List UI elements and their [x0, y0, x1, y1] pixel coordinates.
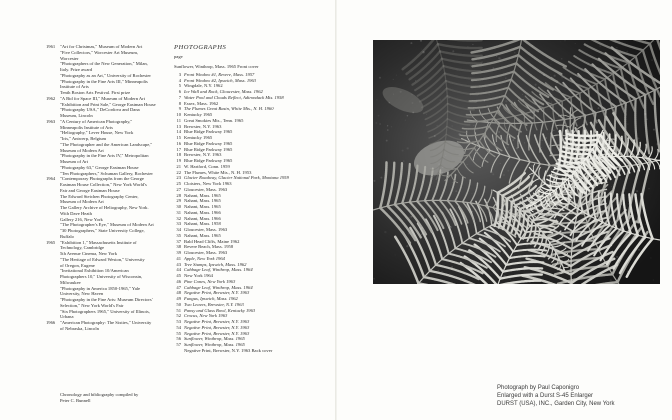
chronology-line: The Gallery Archive of Heliography, New York. — [60, 205, 149, 210]
photo-page-number: 32 — [176, 215, 181, 221]
photo-page-number: 18 — [176, 152, 181, 158]
photo-title: Pansy and Glass Bowl, Kentucky 1963 — [184, 307, 256, 313]
chronology-line: Museum of Modern Art — [60, 199, 104, 205]
photo-page-number: 53 — [176, 319, 181, 324]
chronology-line: Photographers 10," University of Wisconsin, — [60, 274, 143, 279]
photo-title: Brewster, N.Y. 1963 — [184, 123, 222, 129]
photo-page-number: 28 — [176, 192, 181, 198]
chronology-column — [46, 44, 164, 332]
photo-title: Nahant, Mass. 1958 — [184, 221, 221, 227]
page-gutter — [335, 0, 337, 420]
photo-page-number: 39 — [176, 250, 181, 255]
photo-page-number: 9 — [178, 106, 181, 112]
photo-title: Tree Stumps, Ipswich, Mass. 1962 — [184, 261, 247, 267]
photo-title: Nahant, Mass. 1965 — [184, 198, 221, 204]
photo-title: Blue Ridge Parkway 1965 — [184, 146, 233, 152]
chronology-line: "Photography in America 1850-1965," Yale — [60, 285, 141, 291]
photo-title: Nahant, Mass. 1966 — [184, 215, 221, 221]
photo-page-number: 6 — [178, 89, 181, 94]
chronology-line: Tenth Boston Arts Festival. First prize — [60, 90, 131, 95]
chronology-line: Museum, Lincoln — [60, 113, 93, 118]
chronology-year: 1963 — [46, 118, 56, 124]
photo-title: Negative Print, Brewster, N.Y. 1963 — [184, 330, 250, 336]
photo-page-number: 21 — [176, 163, 181, 169]
photo-page-number: 33 — [176, 221, 181, 227]
chronology-year: 1965 — [46, 239, 56, 245]
chronology-line: "Photography in the Fine Arts III," Minneapolis — [60, 78, 148, 84]
photo-page-number: 15 — [176, 135, 181, 140]
photo-title: Glacier Roadway, Glacier National Park, Montana 1959 — [184, 175, 289, 181]
photo-page-number: 25 — [176, 181, 181, 186]
chronology-line: of Nebraska, Lincoln — [60, 325, 99, 331]
chronology-line: "Five Collectors," Worcester Art Museum, — [60, 49, 139, 55]
photo-page-number: 55 — [176, 330, 181, 336]
photo-title: Cabbage Leaf, Winthrop, Mass. 1964 — [184, 267, 253, 273]
photo-page-number: 43 — [176, 261, 181, 267]
photo-title: Kentucky 1965 — [184, 112, 213, 117]
photo-title: New York 1964 — [184, 273, 213, 278]
photo-title: Cloisters, New York 1963 — [184, 181, 232, 186]
chronology-line: The Edward Steichen Photography Center, — [60, 193, 139, 199]
photo-title: Crocus, New York 1963 — [184, 313, 228, 319]
chronology-credits — [60, 392, 138, 404]
photo-title: Pine Cones, New York 1963 — [184, 278, 236, 284]
chronology-line: Urbana — [60, 314, 74, 320]
photo-page-number: 37 — [176, 238, 181, 244]
page-column-label: page — [174, 54, 183, 59]
photo-page-number: 27 — [176, 186, 181, 192]
chronology-line: "Photography 63," George Eastman House — [60, 164, 139, 170]
chronology-line: "A Bid for Space III," Museum of Modern Art — [60, 95, 146, 101]
photo-page-number: 13 — [176, 123, 181, 129]
photo-title: Gloucester, Mass. 1963 — [184, 250, 228, 255]
chronology-line: "A Century of American Photography," — [60, 118, 133, 124]
chronology-line: "30 Photographers," State University College, — [60, 228, 145, 233]
photo-title: Water Pool and Clouds Reflect, Adirondack Mts. 1958 — [184, 94, 284, 100]
chronology-entry — [46, 176, 164, 239]
chronology-line: Italy. Prize award — [60, 67, 93, 72]
chronology-line: "Invitational Exhibition 10/American — [60, 268, 129, 274]
photographs-heading: PHOTOGRAPHS — [174, 44, 227, 51]
chronology-line: Museum of Modern Art — [60, 147, 104, 153]
photo-page-number: 5 — [178, 83, 181, 89]
photo-title: Essex, Mass. 1962 — [184, 100, 219, 106]
photo-title: Gloucester, Mass. 1963 — [184, 186, 228, 192]
photo-page-number: 31 — [176, 209, 181, 215]
photo-page-number: 51 — [176, 307, 181, 313]
photo-title: Front Window #2, Ipswich, Mass. 1963 — [184, 77, 257, 83]
photo-page-number: 16 — [176, 140, 181, 146]
photo-title: Apple, New York 1964 — [184, 255, 225, 261]
chronology-year: 1966 — [46, 320, 56, 325]
chronology-line: "The Photographer and the American Landscape," — [60, 141, 153, 147]
photo-title: Cabbage Leaf, Winthrop, Mass. 1964 — [184, 284, 253, 290]
chronology-year: 1961 — [46, 44, 56, 49]
photo-page-number: 45 — [176, 273, 181, 278]
fern-photograph-image — [373, 40, 660, 284]
photo-page-number: 11 — [176, 117, 181, 123]
photo-page-number: 35 — [176, 232, 181, 238]
chronology-year: 1964 — [46, 176, 56, 182]
chronology-line: "Six Photographers 1965," University of Illinois, — [60, 308, 150, 314]
chronology-entry — [46, 119, 164, 177]
photo-title: The Flumes Great Basin, White Mts., N. H. 1960 — [184, 106, 274, 112]
photo-title: Two Leaves, Brewster, N.Y. 1963 — [184, 301, 244, 307]
photo-title: Negative Print, Brewster, N.Y. 1963 — [184, 319, 250, 324]
photo-title: Gloucester, Mass. 1963 — [184, 227, 228, 232]
photo-page-number: 8 — [178, 100, 181, 106]
chronology-line: Gallery 216, New York — [60, 216, 103, 222]
photo-page-number: 49 — [176, 296, 181, 301]
chronology-line: "Heliography," Lever House, New York — [60, 130, 134, 136]
chronology-entry — [46, 240, 164, 321]
photo-page-number: 4 — [178, 77, 181, 83]
photo-page-number: 7 — [178, 94, 181, 100]
photo-page-number: 50 — [176, 301, 181, 307]
chronology-line: "Exhibition and Print Sale," George Eastman House — [60, 101, 156, 107]
photo-title: Kentucky 1965 — [184, 135, 213, 140]
photo-title: Great Smokies Mts., Tenn. 1965 — [184, 117, 244, 123]
photo-title: The Flumes, White Mts., N. H. 1953 — [184, 169, 252, 175]
chronology-line: Museum of Art — [60, 159, 89, 164]
chronology-line: Institute of Arts — [60, 84, 89, 90]
photo-page-number: 17 — [176, 146, 181, 152]
photographs-list-column — [174, 44, 334, 354]
photo-page-number: 54 — [176, 324, 181, 330]
chronology-line: "Photography USA," DeCordova and Dana — [60, 107, 140, 113]
chronology-line: Eastman House Collection," New York World's — [60, 182, 147, 187]
photo-title: Nahant, Mass. 1965 — [184, 232, 221, 238]
caption-line: DURST (USA), INC., Garden City, New York — [497, 401, 615, 407]
chronology-line: Selection," New York World's Fair — [60, 302, 124, 308]
chronology-line: Fair and George Eastman House — [60, 187, 120, 193]
photo-page-number: 34 — [176, 227, 181, 232]
photo-page-number: 10 — [176, 112, 181, 117]
photo-title: W. Hartford, Conn. 1959 — [184, 163, 230, 169]
photo-caption — [497, 384, 614, 408]
chronology-line: Buffalo — [60, 233, 74, 239]
photo-title: Blue Ridge Parkway 1965 — [184, 140, 233, 146]
photo-page-number: 41 — [176, 255, 181, 261]
photo-title: Front Window #1, Revere, Mass. 1957 — [184, 71, 255, 77]
photo-page-number: 56 — [176, 336, 181, 342]
chronology-line: With Dave Heath — [60, 210, 92, 216]
photographs-list — [174, 64, 334, 354]
fern-photograph — [373, 40, 660, 284]
caption-line: Enlarged with a Durst S-45 Enlarger — [497, 393, 594, 399]
photo-page-number: 14 — [176, 129, 181, 135]
photo-title: Ice Wall and Rock, Gloucester, Mass. 1962 — [184, 89, 263, 94]
photo-page-number: 44 — [176, 267, 181, 273]
chronology-line: "The Photographer's Eye," Museum of Modern Art — [60, 222, 154, 228]
photo-page-number: 19 — [176, 158, 181, 163]
caption-line: Photograph by Paul Caponigro — [497, 385, 580, 391]
photo-title: Blue Ridge Parkway 1965 — [184, 158, 233, 163]
chronology-line: "American Photography: The Sixties," University — [60, 320, 152, 325]
photo-page-number: 23 — [176, 175, 181, 181]
photo-title: Negative Print, Brewster, N.Y. 1963 — [184, 324, 250, 330]
photo-page-number: 57 — [176, 342, 181, 347]
photo-title: Revere Beach, Mass. 1958 — [184, 244, 234, 250]
credits-line: Chronology and bibliography compiled by — [60, 392, 139, 397]
photo-page-number: 48 — [176, 290, 181, 296]
chronology-line: "Art for Christmas," Museum of Modern Art — [60, 44, 143, 49]
photo-title: Negative Print, Brewster, N.Y. 1963 — [184, 290, 250, 296]
chronology-line: of Oregon, Eugene — [60, 262, 95, 268]
chronology-line: "Photography as an Art," University of Rochester — [60, 72, 151, 78]
chronology-entry — [46, 320, 164, 332]
chronology-line: 5th Avenue Cinema, New York — [60, 251, 118, 256]
chronology-line: University, New Haven — [60, 291, 104, 297]
photo-page-number: 30 — [176, 204, 181, 209]
chronology-line: "Ten Photographers," Schuman Gallery, Rochester — [60, 170, 153, 176]
chronology-line: "Iris," Antwerp, Belgium — [60, 136, 107, 141]
chronology-line: Minneapolis Institute of Arts — [60, 124, 113, 130]
photo-page-number: 38 — [176, 244, 181, 250]
chronology-line: Milwaukee — [60, 279, 81, 285]
photo-title: Wingdale, N.Y. 1962 — [184, 83, 223, 89]
photo-list-item-back-cover: Negative Print, Brewster, N.Y. 1963 Back cover — [184, 347, 273, 353]
chronology-line: "The Heritage of Edward Weston," University — [60, 256, 145, 262]
photo-page-number: 52 — [176, 313, 181, 319]
chronology-line: "Photography in the Fine Arts: Museum Directors' — [60, 297, 153, 302]
photo-page-number: 22 — [176, 169, 181, 175]
chronology-line: Technology, Cambridge — [60, 245, 105, 251]
chronology-year: 1962 — [46, 95, 56, 101]
chronology-line: "Photography in the Fine Arts IV," Metropolitan — [60, 153, 149, 159]
chronology-line: "Photographers of the New Generation," Milan, — [60, 61, 148, 67]
photo-title: Sunflower, Winthrop, Mass. 1965 — [184, 336, 245, 342]
photo-title: Blue Ridge Parkway 1965 — [184, 129, 233, 135]
photo-list-item-front-cover: Sunflower, Winthrop, Mass. 1965 Front cover — [174, 64, 259, 69]
photo-page-number: 3 — [178, 71, 181, 77]
credits-line: Peter C. Bunnell — [60, 397, 91, 403]
photo-page-number: 29 — [176, 198, 181, 204]
photo-title: Sunflower, Winthrop, Mass. 1965 — [184, 342, 245, 347]
photo-title: Bald Head Cliffs, Maine 1962 — [184, 238, 240, 244]
chronology-entry — [46, 44, 164, 96]
chronology-entry — [46, 96, 164, 119]
photo-title: Brewster, N.Y. 1963 — [184, 152, 222, 158]
photo-title: Nahant, Mass. 1965 — [184, 192, 221, 198]
chronology-line: "Exhibition 1," Massachusetts Institute of — [60, 239, 137, 245]
photo-title: Nahant, Mass. 1966 — [184, 209, 221, 215]
chronology-line: Worcester — [60, 55, 79, 61]
photo-page-number: 47 — [176, 284, 181, 290]
photo-title: Nahant, Mass. 1965 — [184, 204, 221, 209]
photo-page-number: 46 — [176, 278, 181, 284]
photo-title: Fungus, Ipswich, Mass. 1962 — [184, 296, 238, 301]
chronology-line: "Contemporary Photographs from the George — [60, 176, 144, 182]
